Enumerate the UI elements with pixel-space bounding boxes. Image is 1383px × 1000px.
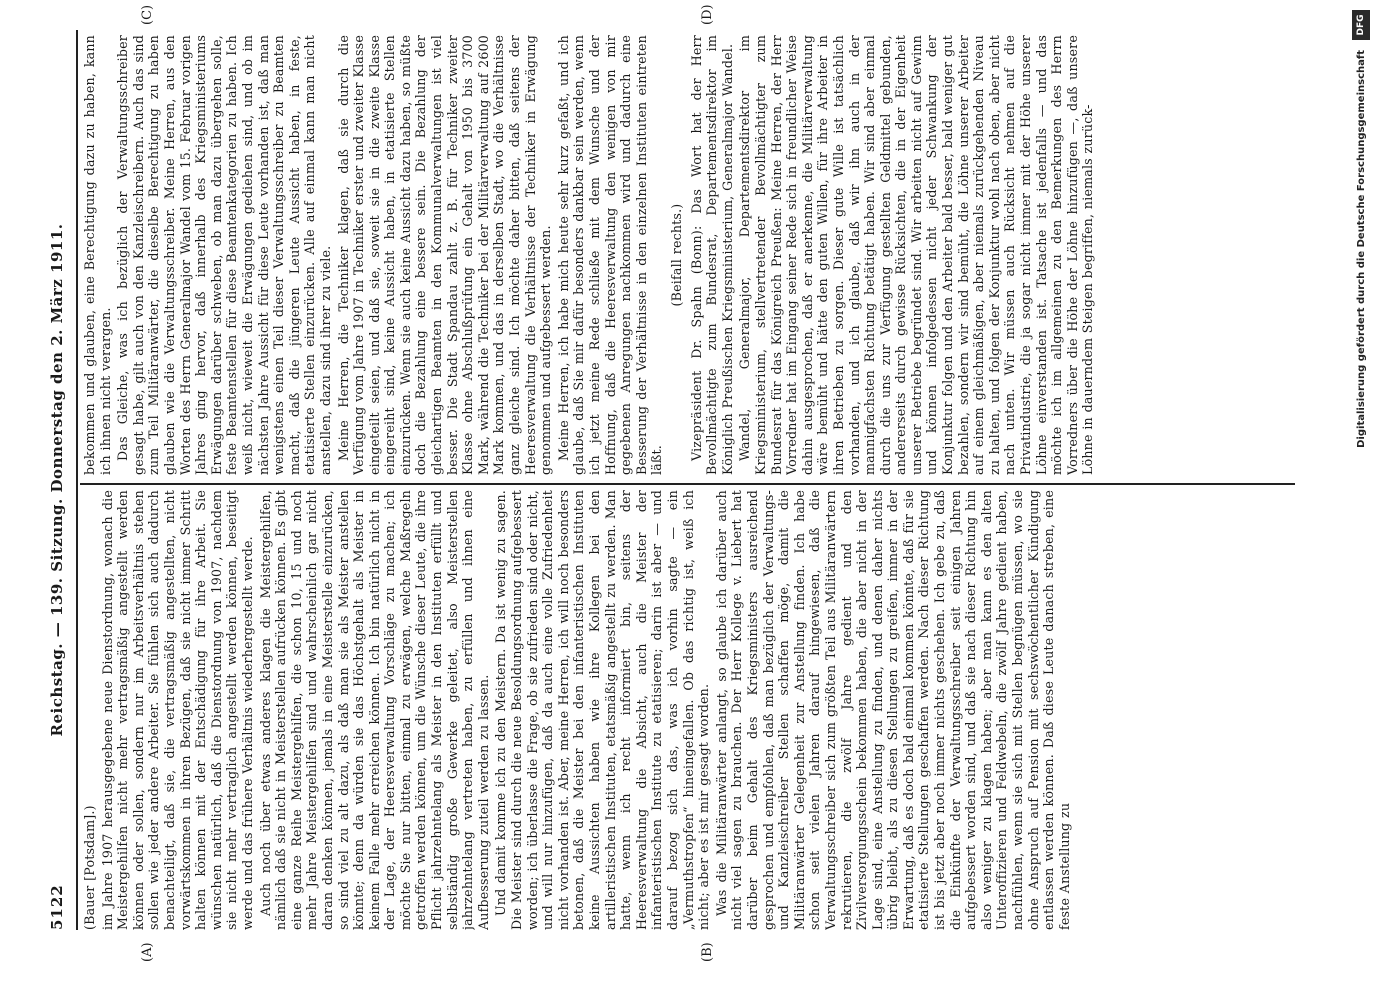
- column-rule: [80, 483, 1295, 485]
- left-column: [82, 490, 1292, 930]
- paragraph: Und damit komme ich zu den Meistern. Da ist wenig zu sagen. Die Meister sind durch die neue Besoldungsordnung aufgebessert worden; ich überlasse die Frage, ob sie zufrieden sind oder nicht, und will nur hinzufügen, daß da auch eine volle Zufriedenheit nicht vorhanden ist. Aber, meine Herren, ich will noch besonders betonen, daß die Meister bei den infanteristischen Instituten keine Aussichten haben wie ihre Kollegen bei den artilleristischen Instituten, etatsmäßig angestellt zu werden. Man hatte, wenn ich recht informiert bin, seitens der Heeresverwaltung die Absicht, auch die Meister der infanteristischen Institute zu etatisieren; darin ist aber — und darauf bezog sich das, was ich vorhin sagte — ein „Vermuthstropfen“ hineingefallen. Ob das richtig ist, weiß ich nicht; aber es ist mir gesagt worden.: [493, 490, 712, 930]
- paragraph: Vizepräsident Dr. Spahn (Bonn): Das Wort hat der Herr Bevollmächtigte zum Bundesrat, Departementsdirektor im Königlich Preußischen Kriegsministerium, Generalmajor Wandel.: [688, 35, 735, 475]
- paragraph: im Jahre 1907 herausgegebene neue Dienstordnung, wonach die Meistergehilfen nicht mehr vertragsmäßig angestellt werden können oder sollen, sondern nur im Arbeitsverhältnis stehen sollen wie jeder andere Arbeiter. Sie fühlen sich auch dadurch benachteiligt, daß sie, die vertragsmäßig angestellten, nicht vorwärtskommen in ihren Bezügen, daß sie nicht immer Schritt halten können mit der Entschädigung für ihre Arbeit. Sie wünschen natürlich, daß die Dienstordnung von 1907, nachdem sie nicht mehr vertraglich angestellt werden können, beseitigt werde und das frühere Verhältnis wiederhergestellt werde.: [99, 490, 255, 930]
- paragraph: bekommen und glauben, eine Berechtigung dazu zu haben, kann ich ihnen nicht verargen.: [82, 35, 113, 475]
- paragraph: Was die Militäranwärter anlangt, so glaube ich darüber auch nicht viel sagen zu brauchen. Der Herr Kollege v. Liebert hat darüber beim Gehalt des Kriegsministers ausreichend gesprochen und empfohlen, daß man bezüglich der Verwaltungs- und Kanzleischreiber Stellen schaffen möge, damit die Militäranwärter Gelegenheit zur Anstellung finden. Ich habe schon seit vielen Jahren darauf hingewiesen, daß die Verwaltungsschreiber sich zum größten Teil aus Militäranwärtern rekrutieren, die zwölf Jahre gedient und den Zivilversorgungsschein bekommen haben, die aber nicht in der Lage sind, eine Anstellung zu finden, und denen daher nichts übrig bleibt, als zu diesen Stellungen zu greifen, immer in der Erwartung, daß es doch bald einmal kommen könnte, daß für sie etatisierte Stellungen geschaffen werden. Nach dieser Richtung ist bis jetzt aber noch immer nichts geschehen. Ich gebe zu, daß die Einkünfte der Verwaltungsschreiber seit einigen Jahren aufgebessert worden sind, und daß sie nach dieser Richtung hin also weniger zu klagen haben; aber man kann es den alten Unteroffizieren und Feldwebeln, die zwölf Jahre gedient haben, nachfühlen, wenn sie sich mit Stellen begnügen müssen, wo sie ohne Anspruch auf Pension mit sechswöchentlicher Kündigung entlassen werden können. Daß diese Leute danach streben, eine feste Anstellung zu: [713, 490, 1072, 930]
- margin-mark-a: (A): [140, 942, 155, 962]
- paragraph: Wandel, Generalmajor, Departementsdirektor im Kriegsministerium, stellvertretender Bevollmächtigter zum Bundesrat für das Königreich Preußen: Meine Herren, der Herr Vorredner hat im Eingang seiner Rede sich in freundlicher Weise dahin ausgesprochen, daß er anerkenne, die Militärverwaltung wäre bemüht und hätte den guten Willen, für ihre Arbeiter in ihren Betrieben zu sorgen. Dieser gute Wille ist tatsächlich vorhanden, und ich glaube, daß wir ihn auch in der mannigfachsten Richtung betätigt haben. Wir sind aber einmal durch die uns zur Verfügung gestellten Geldmittel gebunden, andererseits durch gewisse Rücksichten, die in der Eigenheit unserer Betriebe begründet sind. Wir arbeiten nicht auf Gewinn und können infolgedessen nicht jeder Schwankung der Konjunktur folgen und den Arbeiter bald besser, bald weniger gut bezahlen, sondern wir sind bemüht, die Löhne unserer Arbeiter auf einem gleichmäßigen, aber niemals zurückgehenden Niveau zu halten, und folgen der Konjunktur wohl nach oben, aber nicht nach unten. Wir müssen auch Rücksicht nehmen auf die Privatindustrie, die ja sogar nicht immer mit der Höhe unserer Löhne einverstanden ist. Tatsache ist jedenfalls — und das möchte ich im allgemeinen zu den Bemerkungen des Herrn Vorredners über die Höhe der Löhne hinzufügen —, daß unsere Löhne in dauerndem Steigen begriffen, niemals zurück-: [737, 35, 1096, 475]
- header-rule: [76, 30, 78, 930]
- right-column: [82, 35, 1292, 475]
- speaker-tag: (Bauer [Potsdam].): [82, 805, 97, 930]
- paragraph: Das Gleiche, was ich bezüglich der Verwaltungsschreiber gesagt habe, gilt auch von den Kanzleischreibern. Auch das sind zum Teil Militäranwärter, die dieselbe Berechtigung zu haben glauben wie die Verwaltungsschreiber. Meine Herren, aus den Worten des Herrn Generalmajor Wandel vom 15. Februar vorigen Jahres ging hervor, daß innerhalb des Kriegsministeriums Erwägungen darüber schweben, ob man dazu übergehen solle, feste Beamtenstellen für diese Beamtenkategorien zu haben. Ich weiß nicht, wieweit die Erwägungen gediehen sind, und ob im nächsten Jahre Aussicht für diese Leute vorhanden ist, daß man wenigstens einen Teil dieser Verwaltungsschreiber zu Beamten macht, daß die jüngeren Leute Aussicht haben, in feste, etatisierte Stellen einzurücken. Alle auf einmal kann man nicht anstellen, dazu sind ihrer zu viele.: [115, 35, 333, 475]
- paragraph: Meine Herren, die Techniker klagen, daß sie durch die Verfügung vom Jahre 1907 in Techniker erster und zweiter Klasse eingeteilt seien, und daß sie, soweit sie in die zweite Klasse eingereiht sind, keine Aussicht haben, in etatisierte Stellen einzurücken. Wenn sie auch keine Aussicht dazu haben, so müßte doch die Bezahlung eine bessere sein. Die Bezahlung der gleichartigen Beamten in den Kommunalverwaltungen ist viel besser. Die Stadt Spandau zahlt z. B. für Techniker zweiter Klasse ohne Abschlußprüfung ein Gehalt von 1950 bis 3700 Mark, während die Techniker bei der Militärverwaltung auf 2600 Mark kommen, und das in derselben Stadt, wo die Verhältnisse ganz gleiche sind. Ich möchte daher bitten, daß seitens der Heeresverwaltung die Verhältnisse der Techniker in Erwägung genommen und aufgebessert werden.: [335, 35, 554, 475]
- digitization-note: [1352, 10, 1378, 990]
- page-number: 5122: [48, 884, 66, 930]
- dfg-logo: DFG: [1352, 10, 1370, 40]
- margin-mark-d: (D): [700, 4, 715, 25]
- margin-mark-b: (B): [700, 942, 715, 962]
- paragraph: Auch noch über etwas anderes klagen die Meistergehilfen, nämlich daß sie nicht in Meisterstellen aufrücken können. Es gibt eine ganze Reihe Meistergehilfen, die schon 10, 15 und noch mehr Jahre Meistergehilfen sind und wahrscheinlich gar nicht daran denken können, jemals in eine Meisterstelle einzurücken, so sind viel zu alt dazu, als daß man sie als Meister anstellen könnte; denn da würden sie das Höchstgehalt als Meister in keinem Falle mehr erreichen können. Ich bin natürlich nicht in der Lage, der Heeresverwaltung Vorschläge zu machen; ich möchte Sie nur bitten, einmal zu erwägen, welche Maßregeln getroffen werden können, um die Wünsche dieser Leute, die ihre Pflicht jahrzehntelang als Meister in den Instituten erfüllt und selbständig große Gewerke geleitet, also Meisterstellen jahrzehntelang vertreten haben, zu erfüllen und ihnen eine Aufbesserung zuteil werden zu lassen.: [257, 490, 491, 930]
- funding-note: Digitalisierung gefördert durch die Deutsche Forschungsgemeinschaft: [1356, 50, 1367, 448]
- margin-mark-c: (C): [140, 4, 155, 25]
- paragraph: Meine Herren, ich habe mich heute sehr kurz gefaßt, und ich glaube, daß Sie mir dafür besonders dankbar sein werden, wenn ich jetzt meine Rede schließe mit dem Wunsche und der Hoffnung, daß die Heeresverwaltung den wenigen von mir gegebenen Anregungen nachkommen wird und dadurch eine Besserung der Verhältnisse in den einzelnen Instituten eintreten läßt.: [555, 35, 665, 475]
- running-title: Reichstag. — 139. Sitzung. Donnerstag den 2. März 1911.: [48, 223, 66, 737]
- page-header: [0, 30, 70, 930]
- applause-note: (Beifall rechts.): [668, 203, 684, 307]
